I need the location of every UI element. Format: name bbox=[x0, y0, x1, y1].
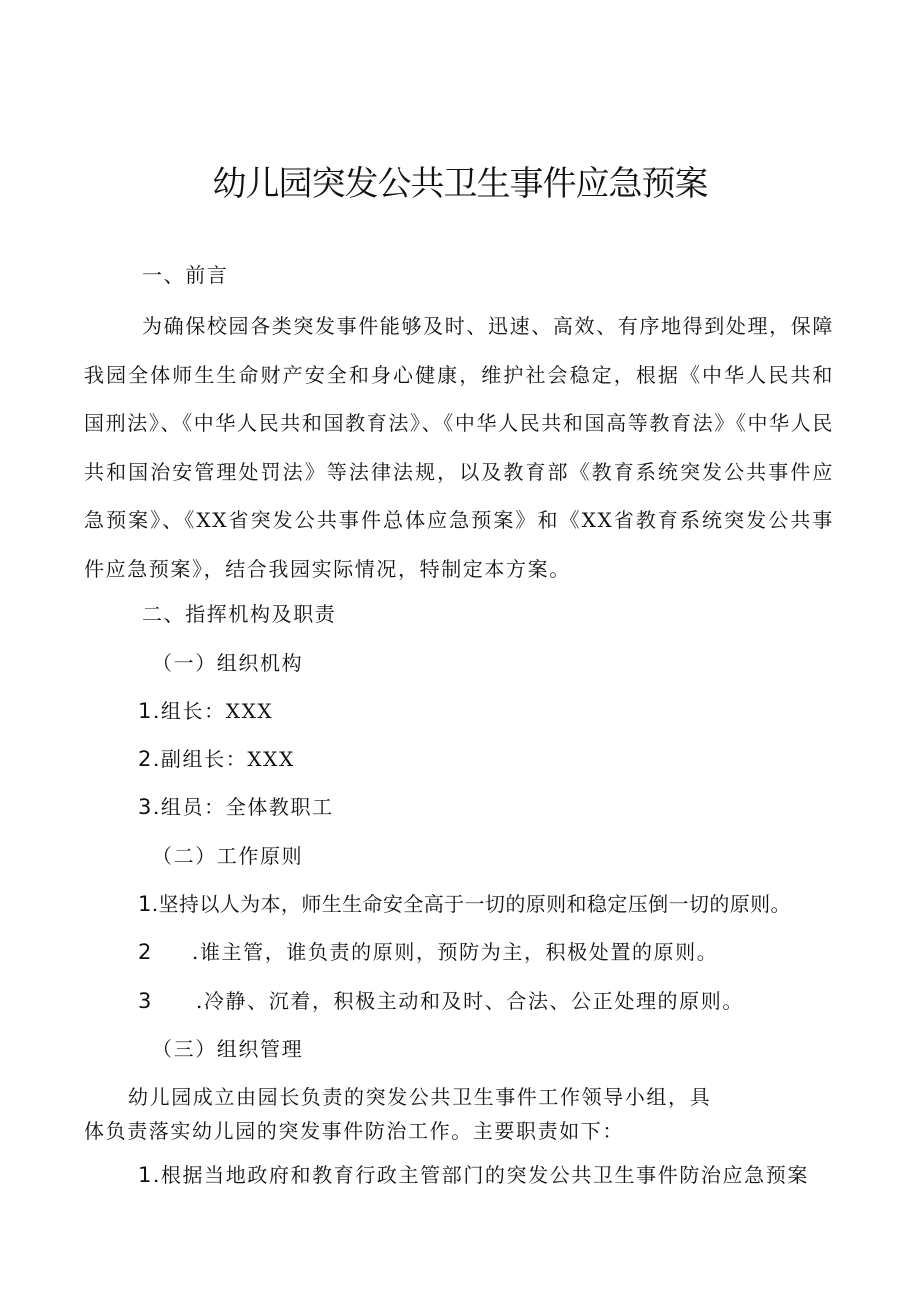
preface-paragraph: 为确保校园各类突发事件能够及时、迅速、高效、有序地得到处理，保障我园全体师生生命财产安全和身心健康，维护社会稳定，根据《中华人民共和国刑法》、《中华人民共和国教育法》、《中华人民共和国高等教育法》《中华人民共和国治安管理处罚法》等法律法规，以及教育部《教育系统突发公共事件应急预案》、《XX省突发公共事件总体应急预案》和《XX省教育系统突发公共事件应急预案》，结合我园实际情况，特制定本方案。 bbox=[84, 314, 834, 581]
list-number: 1 bbox=[138, 892, 152, 916]
subsection-heading-principles: （二）工作原则 bbox=[152, 844, 304, 868]
list-number: 3 bbox=[138, 795, 153, 819]
list-item bbox=[138, 1161, 809, 1189]
document-title: 幼儿园突发公共卫生事件应急预案 bbox=[212, 164, 708, 204]
list-item bbox=[138, 987, 744, 1015]
list-item bbox=[138, 938, 718, 966]
list-number: 3 bbox=[138, 989, 153, 1013]
list-text: .组员：全体教职工 bbox=[152, 795, 334, 819]
list-text: .谁主管，谁负责的原则，预防为主，积极处置的原则。 bbox=[192, 940, 719, 964]
management-paragraph-line: 幼儿园成立由园长负责的突发公共卫生事件工作领导小组，具 bbox=[128, 1085, 712, 1109]
list-text: .冷静、沉着，积极主动和及时、合法、公正处理的原则。 bbox=[196, 989, 744, 1013]
list-text: .根据当地政府和教育行政主管部门的突发公共卫生事件防治应急预案 bbox=[152, 1163, 809, 1187]
list-number: 1 bbox=[138, 699, 153, 723]
section-heading-command: 二、指挥机构及职责 bbox=[142, 602, 337, 626]
list-item bbox=[138, 697, 273, 725]
section-heading-preface: 一、前言 bbox=[142, 263, 229, 287]
list-number: 2 bbox=[138, 940, 153, 964]
list-item bbox=[138, 745, 295, 773]
subsection-heading-organization: （一）组织机构 bbox=[152, 651, 304, 675]
list-text: .坚持以人为本，师生生命安全高于一切的原则和稳定压倒一切的原则。 bbox=[151, 892, 791, 916]
list-item bbox=[138, 793, 334, 821]
list-text: .组长：XXX bbox=[152, 699, 274, 723]
list-number: 2 bbox=[138, 747, 153, 771]
list-text: .副组长：XXX bbox=[152, 747, 295, 771]
list-item bbox=[138, 890, 791, 918]
subsection-heading-management: （三）组织管理 bbox=[152, 1037, 304, 1061]
list-number: 1 bbox=[138, 1163, 153, 1187]
management-paragraph-line: 体负责落实幼儿园的突发事件防治工作。主要职责如下： bbox=[84, 1119, 624, 1143]
